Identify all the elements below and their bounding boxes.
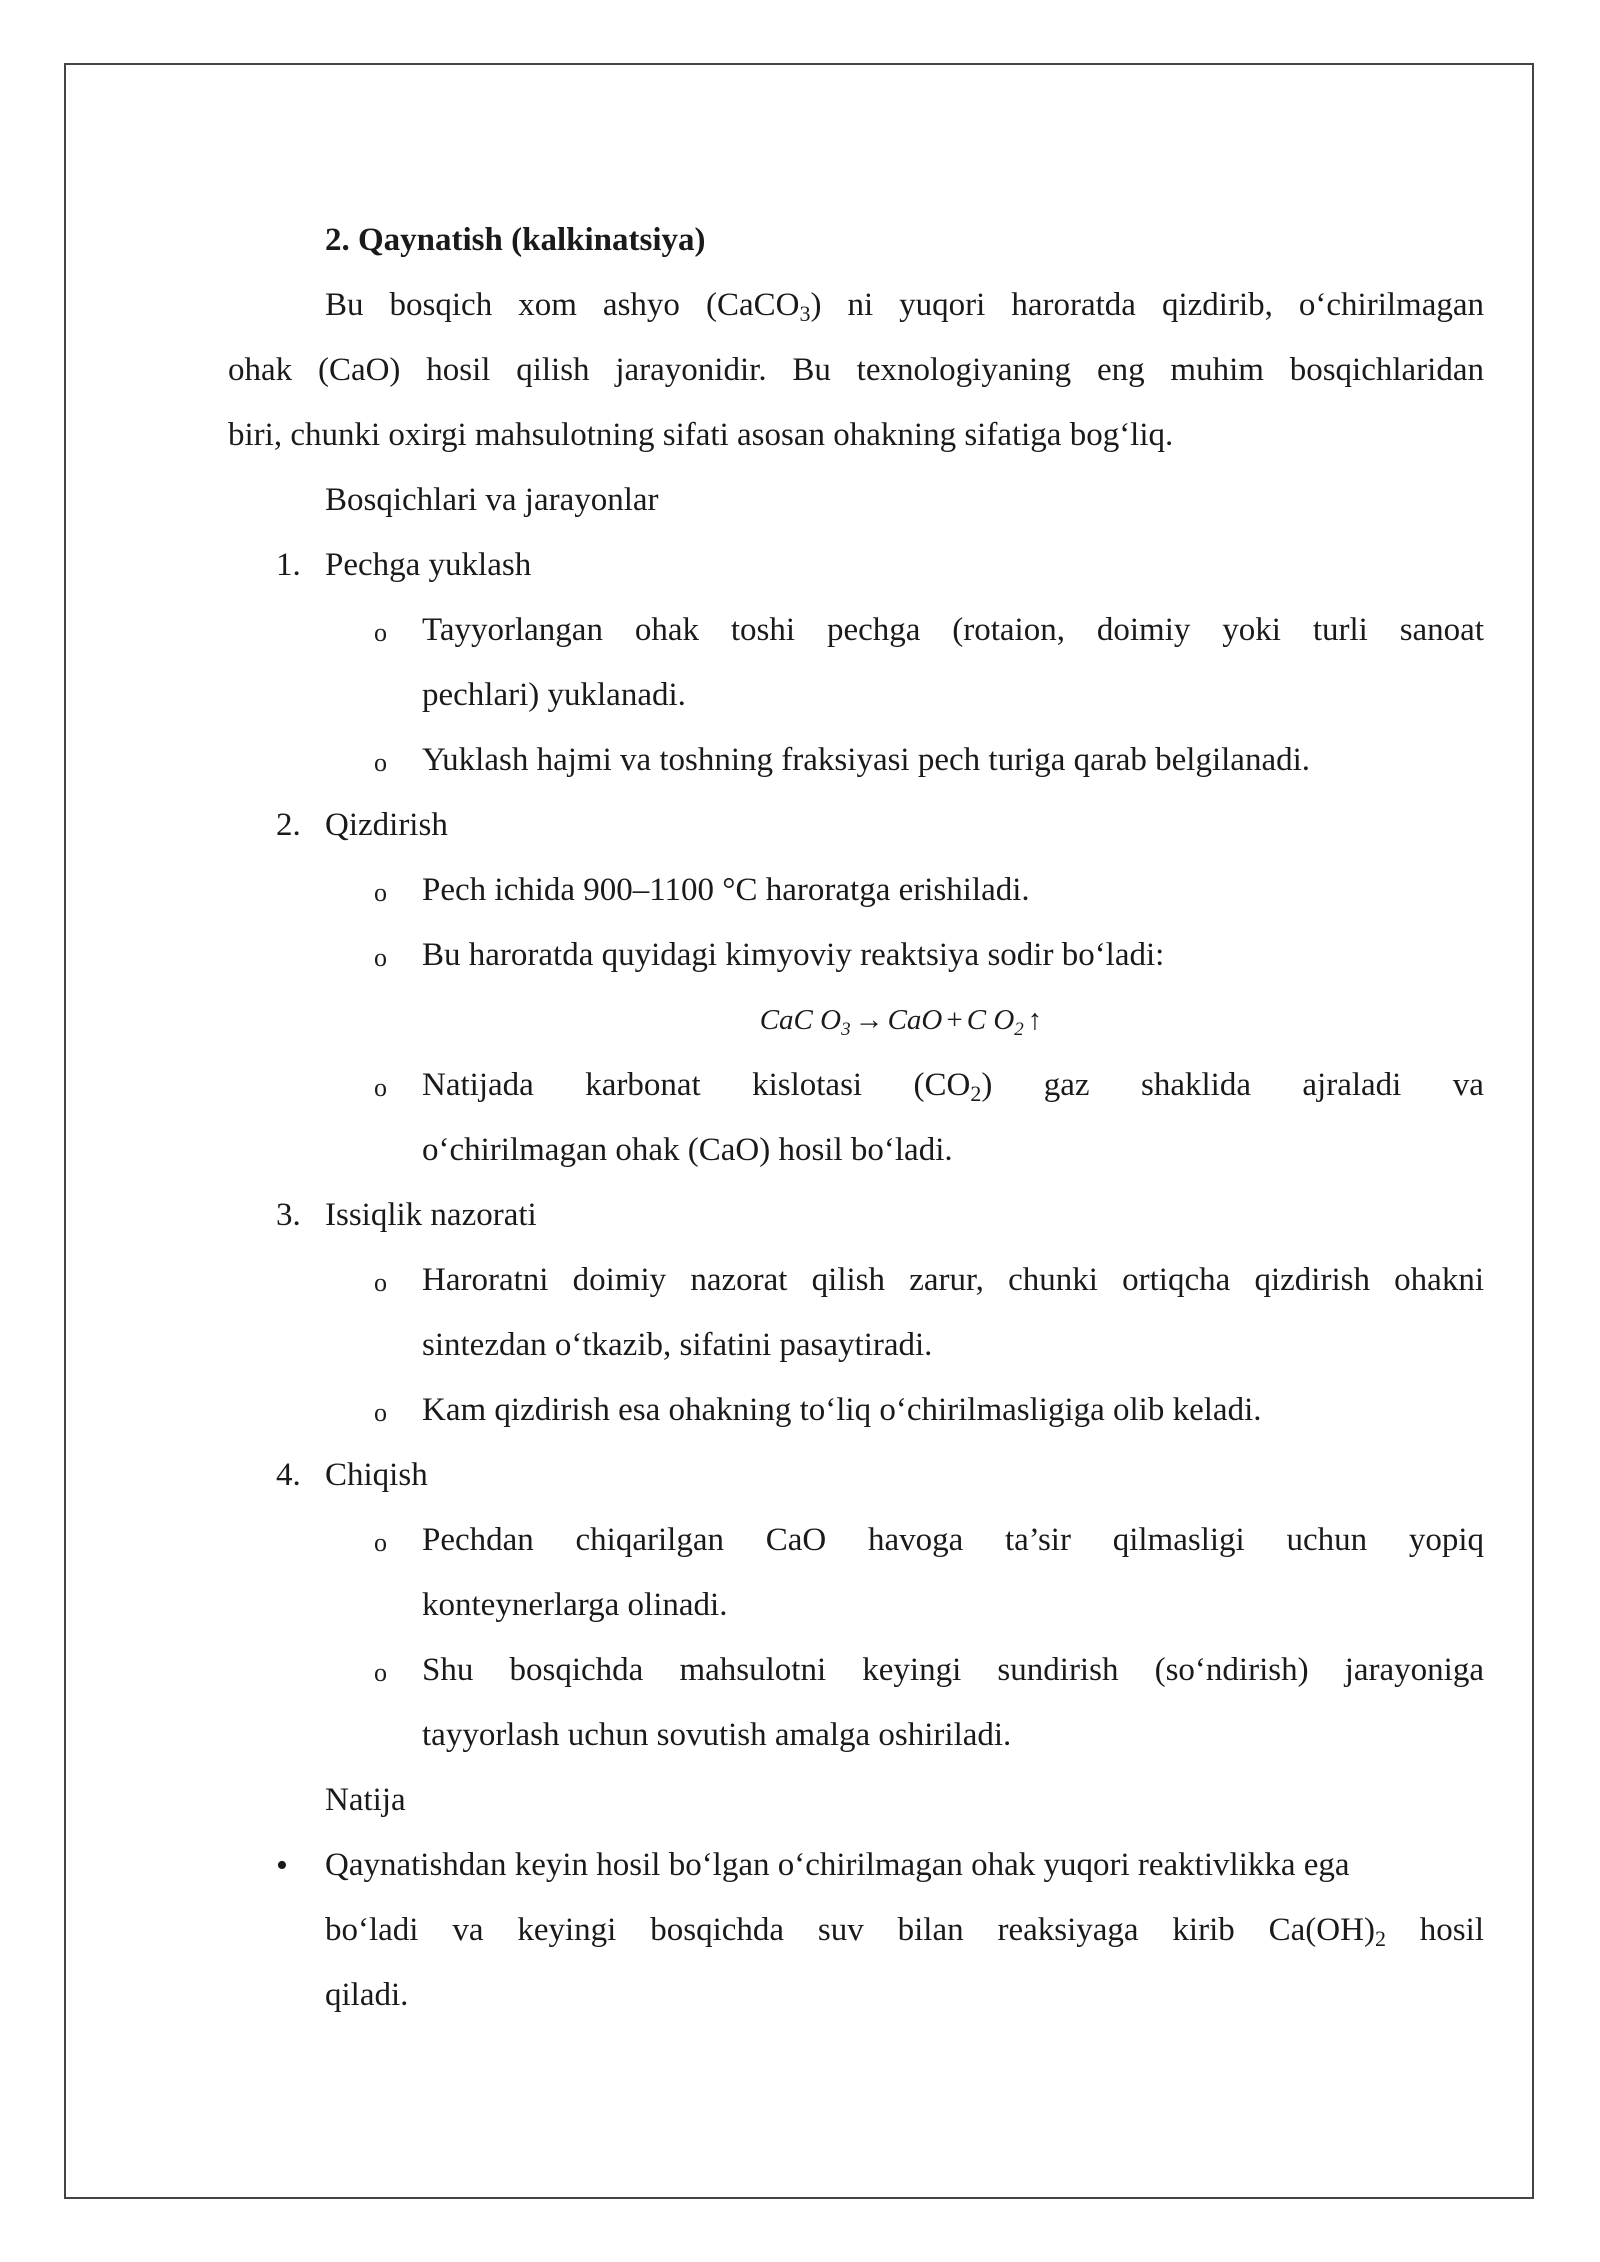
- sub-item-continuation: tayyorlash uchun sovutish amalga oshiriladi.: [422, 1717, 1012, 1753]
- sub-item-line: [228, 728, 1484, 793]
- section-heading: 2. Qaynatish (kalkinatsiya): [325, 222, 706, 258]
- word: ajraladi: [1302, 1067, 1402, 1103]
- sub-item-line: [228, 923, 1484, 988]
- word: karbonat: [585, 1067, 701, 1103]
- subscript: 3: [799, 301, 811, 326]
- stages-title: Bosqichlari va jarayonlar: [325, 482, 659, 518]
- sub-item-line: [228, 598, 1484, 663]
- sub-item-text: Shu bosqichda mahsulotni keyingi sundirish (so‘ndirish) jarayoniga: [422, 1652, 1484, 1688]
- sub-item-line: [228, 1508, 1484, 1573]
- intro-line-2: ohak (CaO) hosil qilish jarayonidir. Bu texnologiyaning eng muhim bosqichlaridan: [228, 352, 1484, 388]
- numbered-item: [228, 533, 1484, 598]
- circle-bullet-icon: o: [374, 1528, 387, 1557]
- bullet-dot-icon: •: [276, 1847, 288, 1884]
- circle-bullet-icon: o: [374, 748, 387, 777]
- subscript: 2: [1374, 1926, 1386, 1951]
- sub-item-text: Bu haroratda quyidagi kimyoviy reaktsiya sodir bo‘ladi:: [422, 937, 1165, 973]
- sub-item-line: [228, 1053, 1484, 1118]
- sub-item-line: [228, 858, 1484, 923]
- result-line-3: qiladi.: [325, 1977, 409, 2013]
- formula-product: CaO: [887, 1004, 943, 1036]
- word: shaklida: [1141, 1067, 1251, 1103]
- sub-item-text: Tayyorlangan ohak toshi pechga (rotaion, doimiy yoki turli sanoat: [422, 612, 1484, 648]
- result-bullet-line: [228, 1833, 1484, 1898]
- circle-bullet-icon: o: [374, 943, 387, 972]
- result-line-2: [228, 1898, 1484, 1963]
- item-title: Chiqish: [325, 1457, 428, 1493]
- sub-item-line: [228, 1638, 1484, 1703]
- word: kislotasi: [752, 1067, 863, 1103]
- item-title: Qizdirish: [325, 807, 448, 843]
- item-number: 4.: [276, 1457, 301, 1493]
- formula-reactant: CaC O: [759, 1004, 842, 1036]
- item-number: 1.: [276, 547, 301, 583]
- reaction-arrow-icon: →: [854, 1004, 884, 1036]
- sub-item-text: Haroratni doimiy nazorat qilish zarur, chunki ortiqcha qizdirish ohakni: [422, 1262, 1484, 1298]
- sub-item-continuation: o‘chirilmagan ohak (CaO) hosil bo‘ladi.: [422, 1132, 953, 1168]
- numbered-item: [228, 793, 1484, 858]
- circle-bullet-icon: o: [374, 1398, 387, 1427]
- numbered-item: [228, 1443, 1484, 1508]
- word: (CO: [913, 1067, 971, 1103]
- sub-item-line: [228, 1378, 1484, 1443]
- formula-product: C O: [966, 1004, 1015, 1036]
- word: Natijada: [422, 1067, 534, 1103]
- document-body: [228, 208, 1484, 2028]
- item-number: 2.: [276, 807, 301, 843]
- sub-item-text: Pechdan chiqarilgan CaO havoga ta’sir qilmasligi uchun yopiq: [422, 1522, 1484, 1558]
- subscript: 3: [841, 1019, 851, 1040]
- item-title: Pechga yuklash: [325, 547, 532, 583]
- chemical-equation: [228, 988, 1484, 1053]
- sub-item-continuation: konteynerlarga olinadi.: [422, 1587, 728, 1623]
- subscript: 2: [970, 1081, 982, 1106]
- circle-bullet-icon: o: [374, 1073, 387, 1102]
- sub-item-continuation: pechlari) yuklanadi.: [422, 677, 686, 713]
- subscript: 2: [1014, 1019, 1024, 1040]
- result-text: Qaynatishdan keyin hosil bo‘lgan o‘chirilmagan ohak yuqori reaktivlikka ega: [325, 1847, 1350, 1883]
- word: va: [1452, 1067, 1484, 1103]
- circle-bullet-icon: o: [374, 878, 387, 907]
- numbered-item: [228, 1183, 1484, 1248]
- result-text: hosil: [1385, 1912, 1484, 1948]
- result-text: bo‘ladi va keyingi bosqichda suv bilan reaksiyaga kirib Ca(OH): [325, 1912, 1375, 1948]
- sub-item-text: Kam qizdirish esa ohakning to‘liq o‘chirilmasligiga olib keladi.: [422, 1392, 1262, 1428]
- justified-words: [422, 1053, 1484, 1118]
- intro-text: ) ni yuqori haroratda qizdirib, o‘chirilmagan: [810, 287, 1484, 323]
- word: gaz: [1043, 1067, 1090, 1103]
- sub-item-text: Yuklash hajmi va toshning fraksiyasi pech turiga qarab belgilanadi.: [422, 742, 1311, 778]
- circle-bullet-icon: o: [374, 1268, 387, 1297]
- sub-item-continuation: sintezdan o‘tkazib, sifatini pasaytiradi.: [422, 1327, 933, 1363]
- circle-bullet-icon: o: [374, 618, 387, 647]
- gas-arrow-icon: ↑: [1027, 1004, 1043, 1036]
- intro-line-1: [228, 273, 1484, 338]
- co2-formula: [914, 1053, 993, 1118]
- result-title: Natija: [325, 1782, 406, 1818]
- sub-item-text: Pech ichida 900–1100 °C haroratga erishiladi.: [422, 872, 1030, 908]
- item-number: 3.: [276, 1197, 301, 1233]
- plus-sign: +: [946, 1004, 963, 1036]
- sub-item-line: [228, 1248, 1484, 1313]
- word: ): [981, 1067, 993, 1103]
- intro-line-3: biri, chunki oxirgi mahsulotning sifati asosan ohakning sifatiga bog‘liq.: [228, 417, 1174, 453]
- item-title: Issiqlik nazorati: [325, 1197, 537, 1233]
- intro-text: Bu bosqich xom ashyo (CaCO: [325, 287, 800, 323]
- circle-bullet-icon: o: [374, 1658, 387, 1687]
